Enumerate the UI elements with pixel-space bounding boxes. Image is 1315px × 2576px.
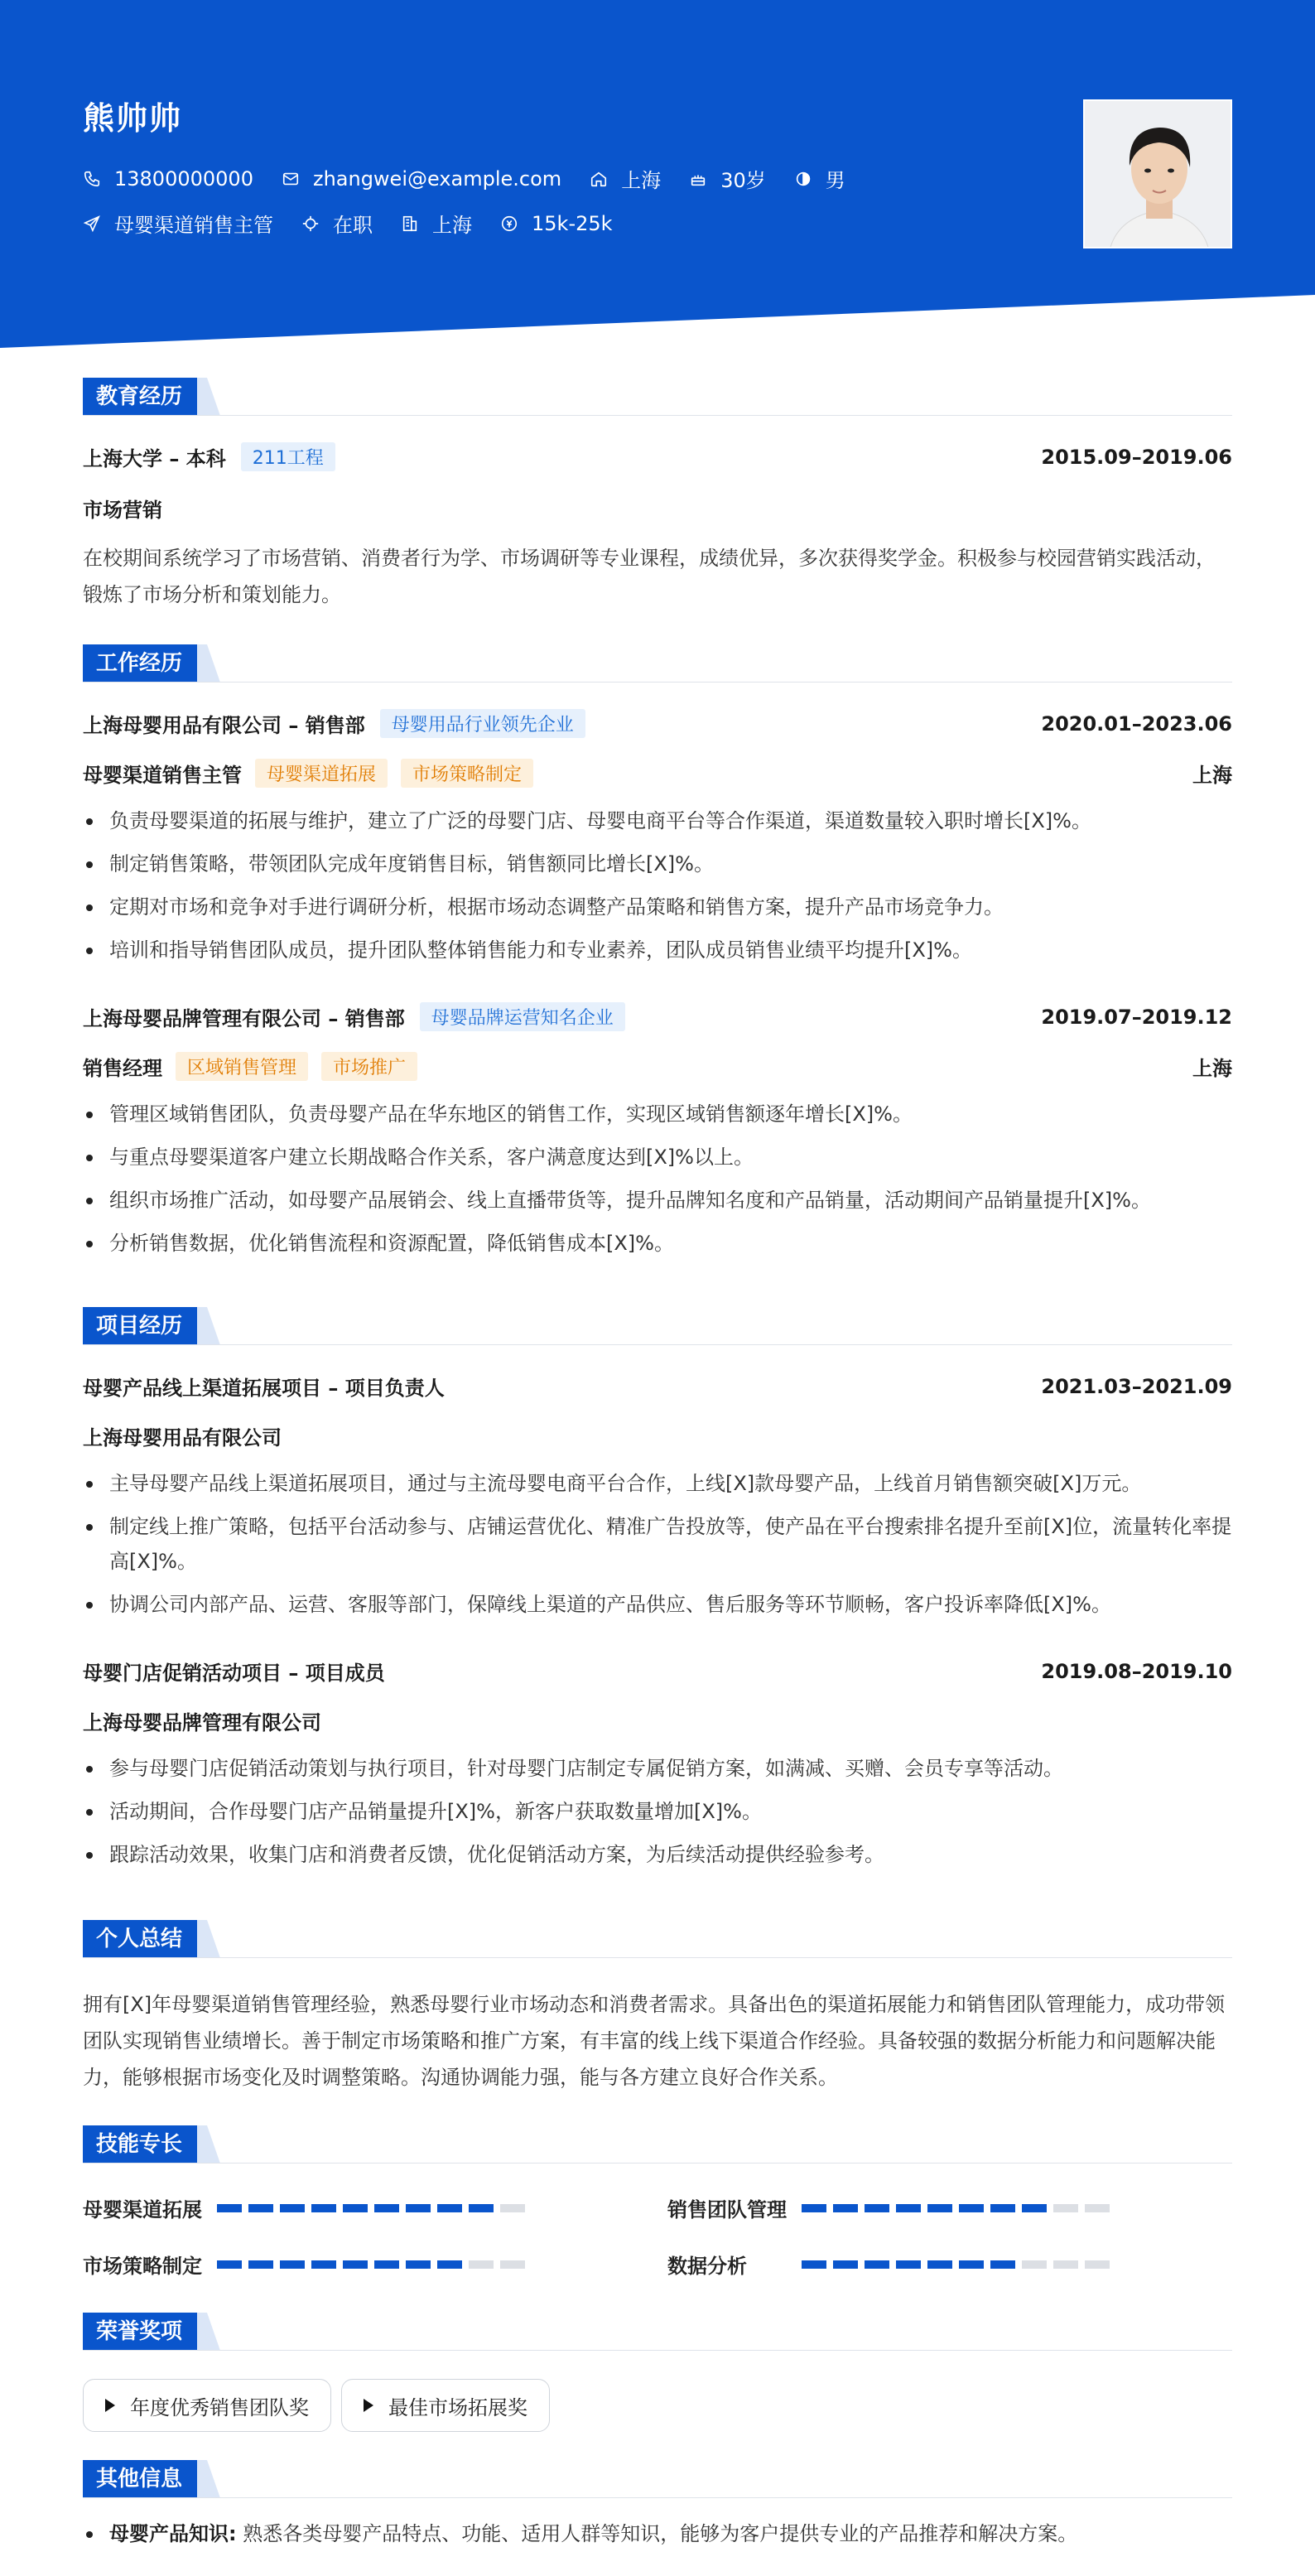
work-period: 2020.01–2023.06 [1041,712,1232,736]
education-period: 2015.09–2019.06 [1041,445,1232,469]
work-item-1-role [83,759,1232,788]
skill-name: 销售团队管理 [667,2198,787,2221]
work-item-2-bullets [83,1097,1232,1269]
school-badge: 211工程 [241,442,335,471]
work-section [83,644,1232,1255]
contact-gender: 男 [794,164,845,193]
project-1-bullets [83,1466,1232,1630]
work-item-2-header [83,1002,1232,1031]
skill-segment [927,2204,952,2212]
skill-item [667,2250,1116,2279]
work-company: 上海母婴用品有限公司 – 销售部 [83,714,365,737]
home-icon [590,170,608,188]
other-list [83,2516,1232,2559]
skill-level-bar [802,2204,1116,2212]
avatar [1083,99,1232,248]
skill-name: 数据分析 [667,2255,747,2278]
job-status: 在职 [301,209,373,238]
contact-age: 30岁 [689,164,766,193]
list-item: 协调公司内部产品、运营、客服等部门，保障线上渠道的产品供应、售后服务等环节顺畅，客户投诉率降低[X]%。 [83,1587,1232,1622]
skill-segment [959,2260,984,2269]
list-item: 培训和指导销售团队成员，提升团队整体销售能力和专业素养，团队成员销售业绩平均提升[X]%。 [83,933,1232,967]
skill-segment [1053,2260,1078,2269]
work-item-1-bullets [83,803,1232,976]
skill-level-bar [217,2260,532,2269]
awards-section [83,2313,1232,2419]
list-item: 制定销售策略，带领团队完成年度销售目标，销售额同比增长[X]%。 [83,847,1232,881]
projects-title: 项目经历 [83,1307,1232,1345]
avatar-portrait-icon [1085,101,1232,248]
project-2-header [83,1657,1232,1686]
skill-level-bar [802,2260,1116,2269]
skill-name: 市场策略制定 [83,2255,202,2278]
send-icon [83,215,101,233]
project-period: 2021.03–2021.09 [1041,1374,1232,1398]
skill-segment [896,2260,921,2269]
skill-segment [343,2260,368,2269]
phone-icon [83,170,101,188]
project-name: 母婴门店促销活动项目 – 项目成员 [83,1662,385,1685]
skill-segment [802,2204,826,2212]
list-item: 跟踪活动效果，收集门店和消费者反馈，优化促销活动方案，为后续活动提供经验参考。 [83,1837,1232,1872]
skill-segment [311,2260,336,2269]
summary-title: 个人总结 [83,1920,1232,1958]
project-2-bullets [83,1751,1232,1880]
other-section [83,2460,1232,2545]
job-salary: 15k-25k [500,212,613,235]
skill-segment [990,2204,1015,2212]
gender-icon [794,170,812,188]
play-icon [105,2399,115,2412]
project-company: 上海母婴品牌管理有限公司 [83,1711,321,1734]
skill-segment [469,2204,494,2212]
skill-segment [896,2204,921,2212]
skills-section [83,2125,1232,2278]
skill-segment [500,2204,525,2212]
work-role: 销售经理 [83,1057,162,1080]
salary-icon [500,215,518,233]
work-period: 2019.07–2019.12 [1041,1005,1232,1029]
skill-item [83,2250,532,2279]
job-position: 母婴渠道销售主管 [83,209,273,238]
skill-segment [217,2204,242,2212]
skill-segment [1085,2204,1110,2212]
age-icon [689,170,707,188]
skill-segment [865,2260,889,2269]
skill-segment [802,2260,826,2269]
skill-name: 母婴渠道拓展 [83,2198,202,2221]
list-item: 组织市场推广活动，如母婴产品展销会、线上直播带货等，提升品牌知名度和产品销量，活动期间产品销量提升[X]%。 [83,1183,1232,1218]
work-city: 上海 [1192,764,1232,787]
work-item-2-role [83,1052,1232,1081]
list-item: 参与母婴门店促销活动策划与执行项目，针对母婴门店制定专属促销方案，如满减、买赠、会员专享等活动。 [83,1751,1232,1786]
work-city: 上海 [1192,1057,1232,1080]
other-title: 其他信息 [83,2460,1232,2498]
awards-title: 荣誉奖项 [83,2313,1232,2351]
play-icon [364,2399,373,2412]
school-name: 上海大学 – 本科 [83,447,226,470]
education-row [83,442,1232,471]
candidate-name: 熊帅帅 [83,100,183,137]
list-item: 管理区域销售团队，负责母婴产品在华东地区的销售工作，实现区域销售额逐年增长[X]%。 [83,1097,1232,1131]
skill-segment [469,2260,494,2269]
skill-segment [280,2260,305,2269]
education-major: 市场营销 [83,499,162,522]
skill-item [667,2193,1116,2222]
list-item: 制定线上推广策略，包括平台活动参与、店铺运营优化、精准广告投放等，使产品在平台搜索排名提升至前[X]位，流量转化率提高[X]%。 [83,1509,1232,1579]
skill-segment [311,2204,336,2212]
list-item: 主导母婴产品线上渠道拓展项目，通过与主流母婴电商平台合作，上线[X]款母婴产品，上线首月销售额突破[X]万元。 [83,1466,1232,1501]
work-tag: 市场推广 [321,1052,417,1081]
summary-section [83,1920,1232,2089]
list-item: 负责母婴渠道的拓展与维护，建立了广泛的母婴门店、母婴电商平台等合作渠道，渠道数量较入职时增长[X]%。 [83,803,1232,838]
project-company: 上海母婴用品有限公司 [83,1426,282,1450]
contact-row [83,164,874,193]
skill-segment [374,2260,399,2269]
list-item: 活动期间，合作母婴门店产品销量提升[X]%，新客户获取数量增加[X]%。 [83,1794,1232,1829]
award-chip: 年度优秀销售团队奖 [83,2379,331,2432]
skill-segment [406,2204,431,2212]
list-item: 定期对市场和竞争对手进行调研分析，根据市场动态调整产品策略和销售方案，提升产品市场竞争力。 [83,890,1232,924]
skill-segment [500,2260,525,2269]
skill-segment [833,2204,858,2212]
mail-icon [282,170,300,188]
skill-segment [248,2260,273,2269]
skill-item [83,2193,532,2222]
job-intent-row [83,209,641,238]
work-company-badge: 母婴品牌运营知名企业 [420,1002,625,1031]
skill-segment [217,2260,242,2269]
contact-phone[interactable]: 13800000000 [83,167,253,191]
skill-segment [1022,2260,1047,2269]
work-role: 母婴渠道销售主管 [83,764,242,787]
building-icon [401,215,419,233]
project-name: 母婴产品线上渠道拓展项目 – 项目负责人 [83,1377,445,1400]
skill-segment [280,2204,305,2212]
skill-segment [865,2204,889,2212]
skill-segment [959,2204,984,2212]
education-description: 在校期间系统学习了市场营销、消费者行为学、市场调研等专业课程，成绩优异，多次获得奖学金。积极参与校园营销实践活动，锻炼了市场分析和策划能力。 [83,547,1216,606]
skill-segment [1085,2260,1110,2269]
skill-segment [1053,2204,1078,2212]
list-item: 母婴产品知识: 熟悉各类母婴产品特点、功能、适用人群等知识，能够为客户提供专业的产品推荐和解决方案。 [83,2516,1232,2551]
contact-city: 上海 [590,164,661,193]
work-company: 上海母婴品牌管理有限公司 – 销售部 [83,1007,405,1030]
list-item: 与重点母婴渠道客户建立长期战略合作关系，客户满意度达到[X]%以上。 [83,1140,1232,1175]
award-chip: 最佳市场拓展奖 [341,2379,550,2432]
skills-title: 技能专长 [83,2125,1232,2164]
status-icon [301,215,320,233]
projects-section [83,1307,1232,1866]
work-title: 工作经历 [83,644,1232,683]
skill-level-bar [217,2204,532,2212]
work-tag: 市场策略制定 [401,759,533,788]
project-period: 2019.08–2019.10 [1041,1659,1232,1683]
skill-segment [406,2260,431,2269]
summary-text: 拥有[X]年母婴渠道销售管理经验，熟悉母婴行业市场动态和消费者需求。具备出色的渠道拓展能力和销售团队管理能力，成功带领团队实现销售业绩增长。善于制定市场策略和推广方案，有丰富的线上线下渠道合作经验。具备较强的数据分析能力和问题解决能力，能够根据市场变化及时调整策略。沟通协调能力强，能与各方建立良好合作关系。 [83,1993,1226,2089]
list-item: 分析销售数据，优化销售流程和资源配置，降低销售成本[X]%。 [83,1226,1232,1261]
work-company-badge: 母婴用品行业领先企业 [380,709,585,738]
skill-segment [833,2260,858,2269]
skill-segment [927,2260,952,2269]
work-item-1-header [83,709,1232,738]
skill-segment [437,2204,462,2212]
skill-segment [1022,2204,1047,2212]
skill-segment [437,2260,462,2269]
skill-segment [374,2204,399,2212]
skill-segment [343,2204,368,2212]
education-section [83,378,1232,606]
skill-segment [990,2260,1015,2269]
job-city: 上海 [401,209,472,238]
contact-email[interactable]: zhangwei@example.com [282,167,561,191]
skill-segment [248,2204,273,2212]
project-1-header [83,1372,1232,1401]
resume-header [0,0,1315,364]
work-tag: 母婴渠道拓展 [255,759,388,788]
education-title: 教育经历 [83,378,1232,416]
work-tag: 区域销售管理 [176,1052,308,1081]
